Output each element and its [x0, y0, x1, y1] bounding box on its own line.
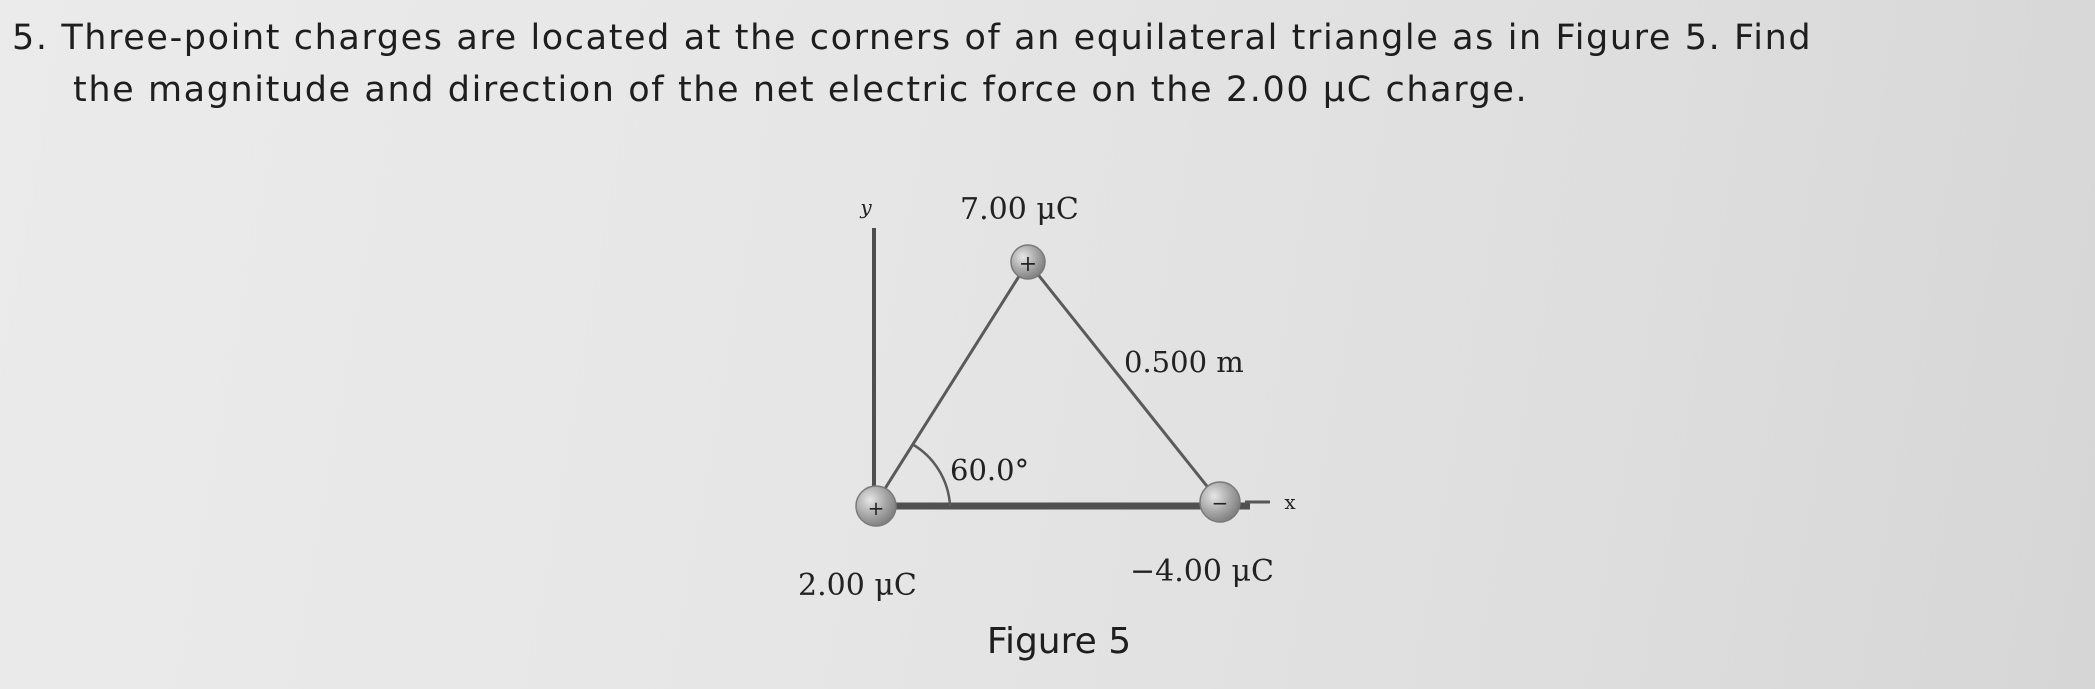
x-axis-label: x: [1284, 490, 1296, 514]
charge-right: [1200, 482, 1240, 522]
charge-right-sign: −: [1211, 491, 1229, 515]
y-axis-label: y: [860, 195, 872, 219]
charge-left: [856, 486, 896, 526]
charge-top-sign: +: [1018, 252, 1038, 277]
left-charge-label: 2.00 μC: [798, 568, 917, 603]
angle-arc: [912, 444, 950, 506]
triangle-right-side: [1028, 262, 1218, 500]
problem-text-line-2: the magnitude and direction of the net electric force on the 2.00 μC charge.: [73, 70, 1529, 110]
angle-label: 60.0°: [950, 453, 1030, 487]
problem-text-line-1: 5. Three-point charges are located at the corners of an equilateral triangle as in Figure 5. Find: [12, 18, 1813, 58]
charge-top: [1011, 245, 1045, 279]
top-charge-label: 7.00 μC: [960, 192, 1079, 227]
figure-caption: Figure 5: [986, 621, 1132, 662]
side-length-label: 0.500 m: [1124, 345, 1244, 379]
right-charge-label: −4.00 μC: [1130, 554, 1274, 589]
charge-left-sign: +: [867, 496, 885, 520]
